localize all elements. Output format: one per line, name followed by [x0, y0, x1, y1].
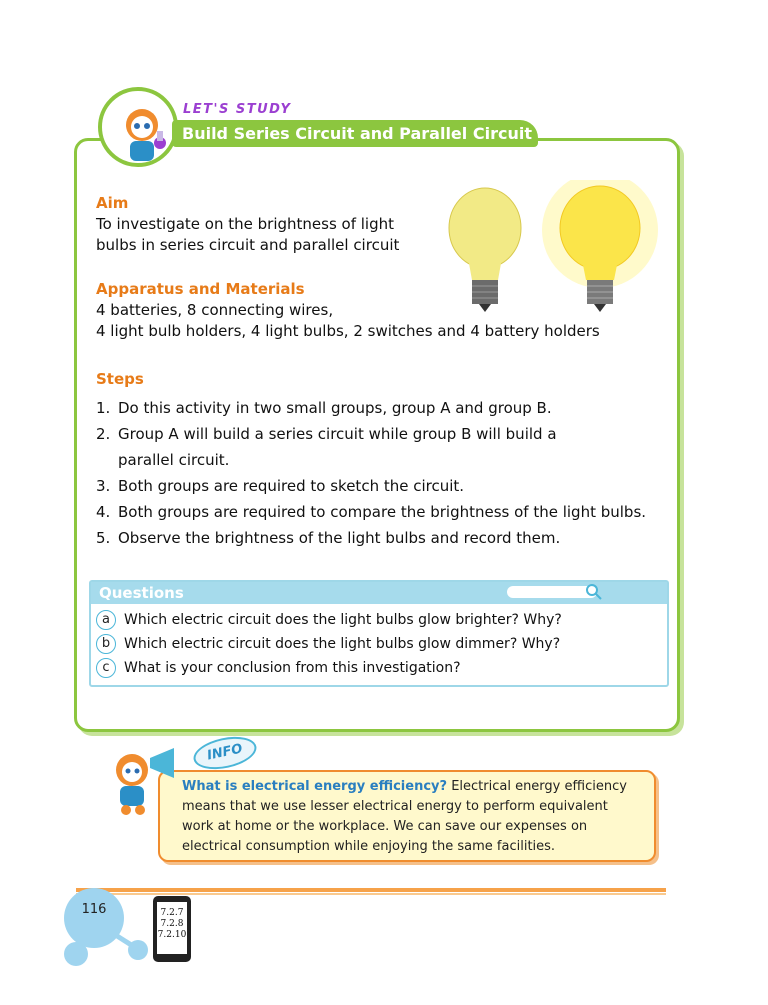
magnifier-icon — [585, 583, 603, 601]
section-kicker: LET'S STUDY — [183, 102, 292, 117]
robot-megaphone-icon — [100, 740, 180, 820]
apparatus-line-2: 4 light bulb holders, 4 light bulbs, 2 switches and 4 battery holders — [96, 322, 600, 340]
question-text: What is your conclusion from this investigation? — [124, 660, 461, 676]
apparatus-text — [96, 300, 656, 342]
light-bulbs-illustration — [430, 180, 670, 320]
apparatus-heading: Apparatus and Materials — [96, 280, 305, 298]
info-tag: INFO — [191, 732, 260, 775]
standard-code: 7.2.10 — [157, 930, 187, 940]
dim-bulb-icon — [449, 188, 521, 312]
page-number: 116 — [64, 888, 124, 948]
steps-list — [96, 395, 676, 551]
info-body: Electrical energy efficiency means that we use lesser electrical energy to perform equivalent work at home or the workplace. We can save our expenses on electrical consumption while enjoying the same facilities. — [182, 779, 627, 854]
aim-heading: Aim — [96, 194, 129, 212]
list-item: 1. Do this activity in two small groups, group A and group B. — [96, 399, 552, 417]
list-item: 4. Both groups are required to compare the brightness of the light bulbs. — [96, 503, 647, 521]
footer-divider — [76, 888, 666, 892]
search-bar-decoration — [507, 586, 597, 598]
question-letter: a — [96, 610, 116, 630]
question-text: Which electric circuit does the light bulbs glow dimmer? Why? — [124, 636, 561, 652]
standard-code: 7.2.8 — [160, 919, 184, 929]
question-b — [96, 634, 560, 654]
steps-heading: Steps — [96, 370, 144, 388]
aim-text: To investigate on the brightness of light bulbs in series circuit and parallel circuit — [96, 215, 400, 254]
list-item: 2. Group A will build a series circuit while group B will build a parallel circuit. — [96, 425, 557, 469]
page-title: Build Series Circuit and Parallel Circuit — [172, 120, 538, 147]
footer-divider-secondary — [76, 893, 666, 895]
standards-codes — [157, 902, 187, 954]
questions-heading: Questions — [91, 582, 667, 604]
question-a — [96, 610, 562, 630]
apparatus-line-1: 4 batteries, 8 connecting wires, — [96, 301, 334, 319]
info-text — [182, 777, 642, 857]
standard-code: 7.2.7 — [160, 908, 184, 918]
question-c — [96, 658, 461, 678]
question-letter: c — [96, 658, 116, 678]
list-item: 5. Observe the brightness of the light bulbs and record them. — [96, 529, 561, 547]
list-item: 3. Both groups are required to sketch the circuit. — [96, 477, 465, 495]
robot-mascot-badge — [98, 87, 178, 167]
question-letter: b — [96, 634, 116, 654]
question-text: Which electric circuit does the light bulbs glow brighter? Why? — [124, 612, 562, 628]
bright-bulb-icon — [542, 180, 658, 312]
info-question: What is electrical energy efficiency? — [182, 779, 448, 794]
